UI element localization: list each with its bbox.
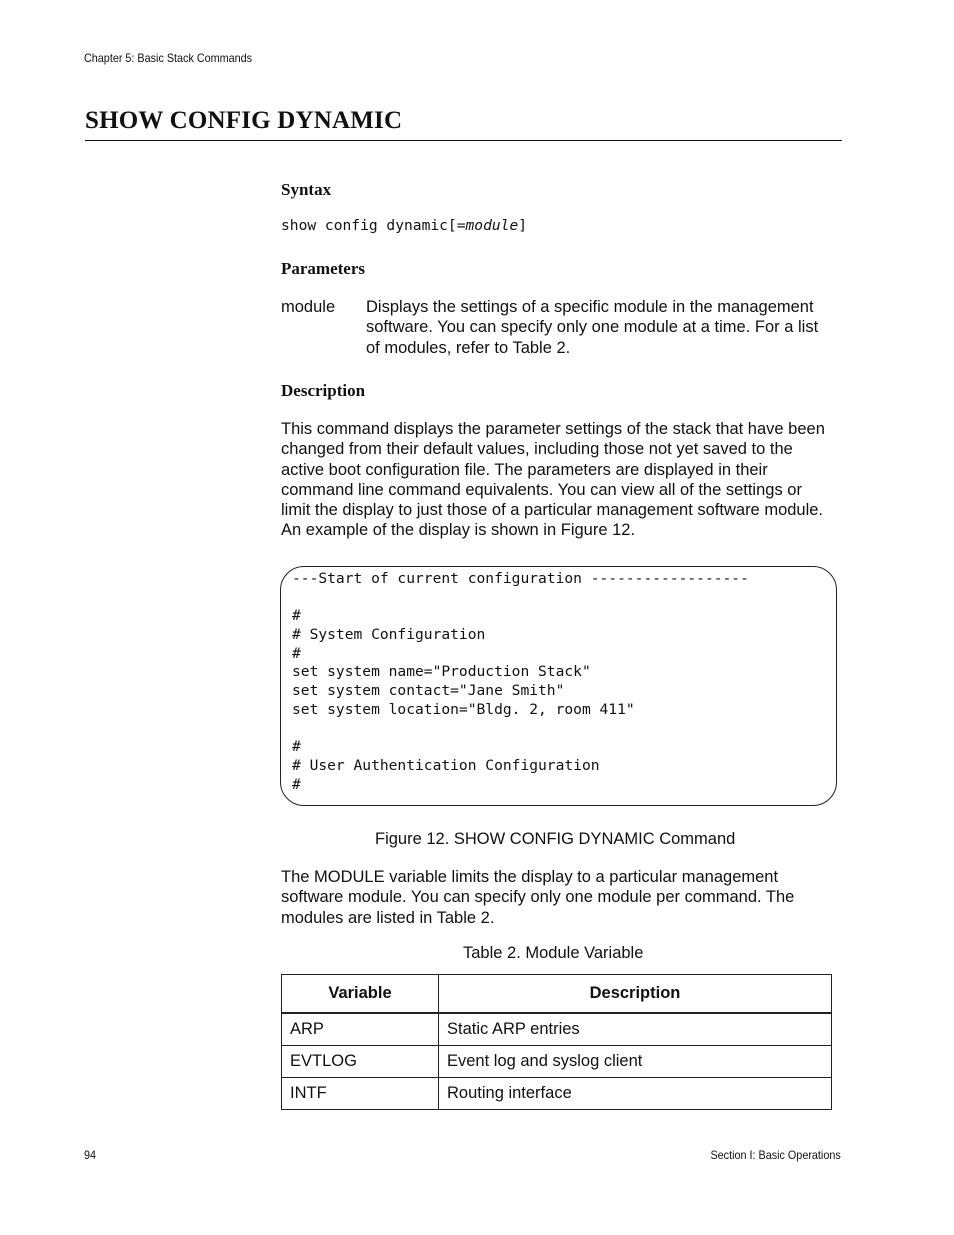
parameter-description-line: of modules, refer to Table 2. xyxy=(366,338,571,357)
syntax-heading: Syntax xyxy=(281,180,332,199)
parameter-name: module xyxy=(281,298,336,316)
description-line: This command displays the parameter settings of the stack that have been xyxy=(281,420,825,438)
parameter-description-line: software. You can specify only one module at a time. For a list xyxy=(366,318,819,337)
parameter-description xyxy=(366,297,846,358)
module-paragraph-line: modules are listed in Table 2. xyxy=(281,908,495,927)
parameter-description-line: Displays the settings of a specific module in the management xyxy=(366,298,814,316)
code-line: # xyxy=(292,607,301,624)
syntax-command-prefix: show config dynamic[= xyxy=(281,217,466,234)
table-row xyxy=(282,1046,832,1078)
code-line: ---Start of current configuration ------------------ xyxy=(292,570,749,587)
table-cell-description: Static ARP entries xyxy=(439,1014,832,1046)
page-number: 94 xyxy=(84,1148,97,1162)
code-line: # xyxy=(292,776,301,793)
description-heading: Description xyxy=(281,381,366,400)
description-line: changed from their default values, including those not yet saved to the xyxy=(281,440,793,459)
table-row xyxy=(282,1014,832,1046)
table-cell-variable: EVTLOG xyxy=(282,1046,439,1078)
code-line: set system location="Bldg. 2, room 411" xyxy=(292,701,635,718)
table-header-description: Description xyxy=(439,975,832,1013)
parameters-heading: Parameters xyxy=(281,259,366,278)
code-line: # xyxy=(292,738,301,755)
module-paragraph-line: The MODULE variable limits the display to a particular management xyxy=(281,868,779,886)
table-cell-variable: INTF xyxy=(282,1078,439,1110)
footer-section: Section I: Basic Operations xyxy=(710,1148,841,1162)
description-line: An example of the display is shown in Figure 12. xyxy=(281,521,636,540)
page-title: SHOW CONFIG DYNAMIC xyxy=(85,107,403,134)
code-line: # xyxy=(292,645,301,662)
table-row xyxy=(282,1078,832,1110)
module-paragraph xyxy=(281,867,851,928)
code-line: set system contact="Jane Smith" xyxy=(292,682,565,699)
module-variable-table xyxy=(281,974,832,1110)
running-head: Chapter 5: Basic Stack Commands xyxy=(84,51,253,65)
module-paragraph-line: software module. You can specify only one module per command. The xyxy=(281,888,795,907)
code-line: # User Authentication Configuration xyxy=(292,757,600,774)
description-line: command line command equivalents. You can view all of the settings or xyxy=(281,480,802,499)
description-paragraph xyxy=(281,419,851,541)
code-line: # System Configuration xyxy=(292,626,486,643)
syntax-command xyxy=(281,217,527,234)
description-line: active boot configuration file. The parameters are displayed in their xyxy=(281,460,768,479)
table-header-row xyxy=(282,975,832,1013)
code-line: set system name="Production Stack" xyxy=(292,663,591,680)
title-rule xyxy=(85,140,842,141)
description-line: limit the display to just those of a particular management software module. xyxy=(281,501,824,520)
syntax-command-suffix: ] xyxy=(518,217,528,234)
table-cell-description: Routing interface xyxy=(439,1078,832,1110)
table-caption: Table 2. Module Variable xyxy=(463,944,644,962)
table-header-variable: Variable xyxy=(282,975,439,1013)
syntax-command-variable: module xyxy=(465,217,519,234)
table-cell-variable: ARP xyxy=(282,1014,439,1046)
table-cell-description: Event log and syslog client xyxy=(439,1046,832,1078)
figure-caption: Figure 12. SHOW CONFIG DYNAMIC Command xyxy=(375,830,736,848)
